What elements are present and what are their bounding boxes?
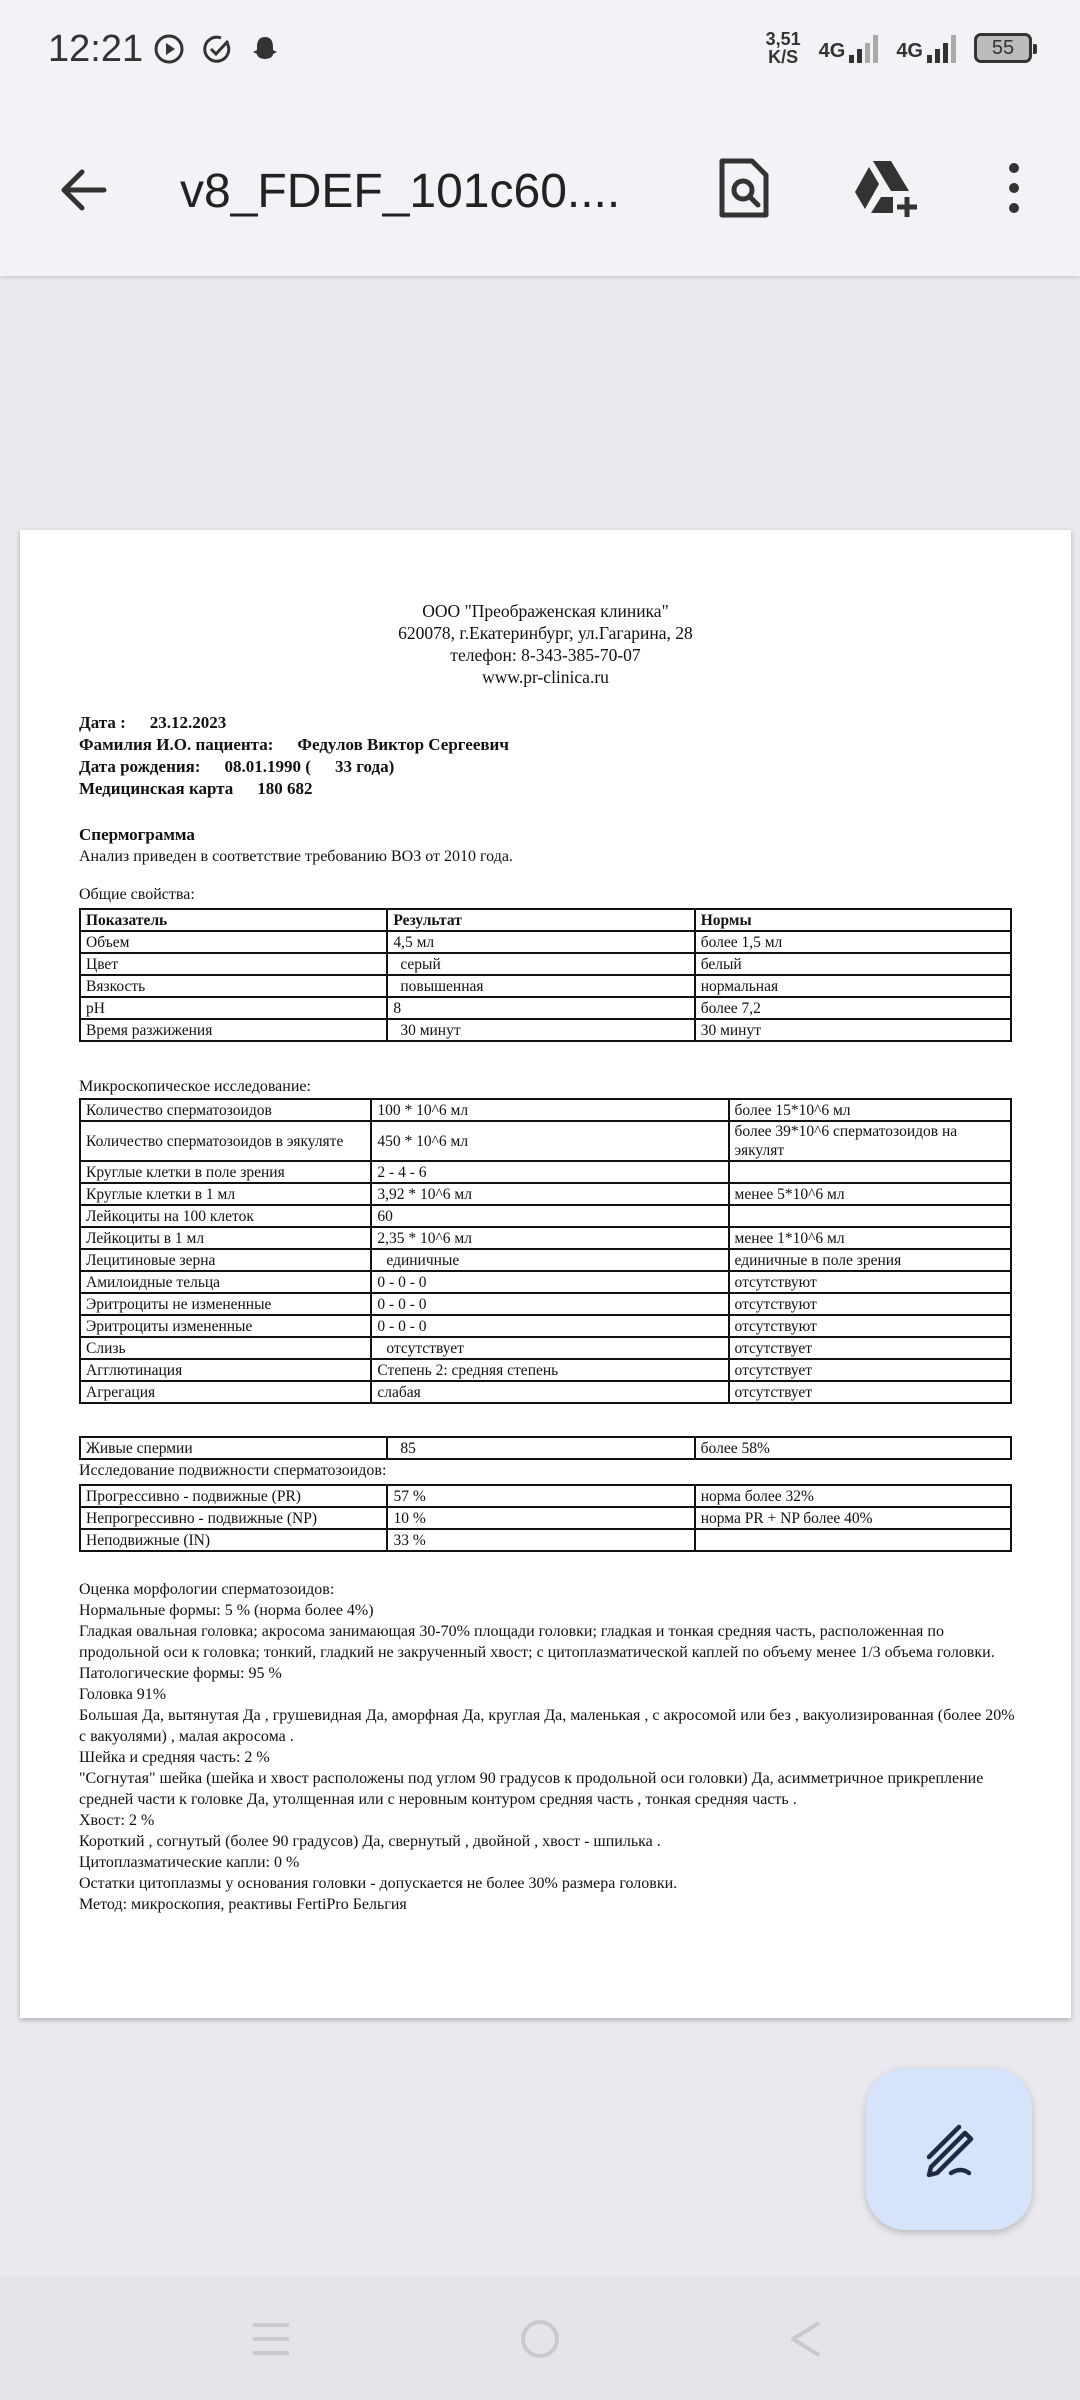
header-cell: Показатель [80,909,387,931]
table-cell: отсутствуют [729,1293,1011,1315]
table-cell: Агрегация [80,1381,371,1403]
speed-value: 3,51 [765,29,801,49]
table-cell: менее 1*10^6 мл [729,1227,1011,1249]
menu-icon [249,2319,293,2359]
table-cell: Живые спермии [80,1437,387,1459]
birth-value: 08.01.1990 ( [224,757,311,776]
system-nav-bar [0,2276,1080,2400]
morphology-section [79,1579,1019,1915]
table-cell: менее 5*10^6 мл [729,1183,1011,1205]
motility-table [79,1484,1012,1552]
status-time: 12:21 [48,28,144,70]
micro-table [79,1098,1012,1404]
table-cell: более 58% [695,1437,1011,1459]
back-nav-button[interactable] [782,2314,832,2364]
general-table [79,908,1012,1042]
clinic-site: www.pr-clinica.ru [482,667,609,687]
table-cell: норма PR + NP более 40% [695,1507,1011,1529]
find-in-document-button[interactable] [708,152,780,224]
general-caption: Общие свойства: [79,886,195,903]
edit-fab-button[interactable] [866,2068,1032,2230]
age-value: 33 года) [334,757,395,776]
table-cell: 30 минут [387,1019,694,1041]
patient-name-value: Федулов Виктор Сергеевич [297,735,509,754]
arrow-left-icon [54,160,114,220]
table-row [80,1359,1011,1381]
morphology-line: Большая Да, вытянутая Да , грушевидная Да, аморфная Да, круглая Да, маленькая , с акросомой или без , вакуолизированная (более 20% с вакуолями) , малая акросома . [79,1707,1015,1745]
table-header-row [80,909,1011,931]
table-cell: более 15*10^6 мл [729,1099,1011,1121]
table-cell: норма более 32% [695,1485,1011,1507]
table-cell: 10 % [387,1507,694,1529]
table-cell: 0 - 0 - 0 [371,1315,728,1337]
table-row [80,1529,1011,1551]
ghost-notification-icon [248,32,282,66]
table-cell: Цвет [80,953,387,975]
live-table [79,1436,1012,1460]
table-row [80,1337,1011,1359]
morphology-line: Шейка и средняя часть: 2 % [79,1749,270,1766]
table-cell: 2,35 * 10^6 мл [371,1227,728,1249]
triangle-back-icon [785,2317,829,2361]
table-cell: Агглютинация [80,1359,371,1381]
table-cell: более 39*10^6 сперматозоидов на эякулят [729,1121,1011,1161]
table-cell: более 7,2 [695,997,1011,1019]
table-cell [729,1205,1011,1227]
table-row [80,1485,1011,1507]
table-cell: pH [80,997,387,1019]
table-cell: Эритроциты измененные [80,1315,371,1337]
signal-bars-icon [849,33,878,63]
table-row [80,1315,1011,1337]
app-bar [0,100,1080,276]
table-cell: белый [695,953,1011,975]
network-speed [766,30,801,66]
table-cell [695,1529,1011,1551]
table-cell: 57 % [387,1485,694,1507]
table-cell: Степень 2: средняя степень [371,1359,728,1381]
table-row [80,997,1011,1019]
table-cell: Амилоидные тельца [80,1271,371,1293]
micro-caption: Микроскопическое исследование: [79,1078,311,1095]
clinic-header [20,600,1071,688]
table-cell: Лейкоциты на 100 клеток [80,1205,371,1227]
table-row [80,1019,1011,1041]
table-cell: 4,5 мл [387,931,694,953]
morphology-line: Головка 91% [79,1686,167,1703]
table-cell: более 1,5 мл [695,931,1011,953]
clinic-phone: телефон: 8-343-385-70-07 [450,645,641,665]
date-value: 23.12.2023 [149,713,227,732]
patient-name-label: Фамилия И.О. пациента: [79,735,274,754]
document-search-icon [716,157,772,219]
document-page[interactable] [20,530,1071,2018]
table-cell: отсутствует [729,1381,1011,1403]
table-row [80,1507,1011,1529]
table-row [80,1161,1011,1183]
table-cell: 2 - 4 - 6 [371,1161,728,1183]
table-cell: Круглые клетки в 1 мл [80,1183,371,1205]
card-label: Медицинская карта [79,779,234,798]
header-cell: Нормы [695,909,1011,931]
play-notification-icon [152,32,186,66]
card-value: 180 682 [257,779,313,798]
table-cell: повышенная [387,975,694,997]
table-cell: Эритроциты не измененные [80,1293,371,1315]
table-cell: Неподвижные (IN) [80,1529,387,1551]
table-cell: 8 [387,997,694,1019]
table-cell: 33 % [387,1529,694,1551]
table-row [80,1099,1011,1121]
table-cell: 100 * 10^6 мл [371,1099,728,1121]
table-cell: 30 минут [695,1019,1011,1041]
table-row [80,1227,1011,1249]
morphology-line: Патологические формы: 95 % [79,1665,282,1682]
morphology-line: Короткий , согнутый (более 90 градусов) Да, свернутый , двойной , хвост - шпилька . [79,1833,661,1850]
table-cell: Количество сперматозоидов в эякуляте [80,1121,371,1161]
table-cell: отсутствует [371,1337,728,1359]
birth-label: Дата рождения: [79,757,201,776]
table-row [80,931,1011,953]
more-options-button[interactable] [978,152,1050,224]
table-cell: Время разжижения [80,1019,387,1041]
signal-1-label: 4G [818,40,846,62]
table-cell: нормальная [695,975,1011,997]
table-cell: 3,92 * 10^6 мл [371,1183,728,1205]
table-cell: отсутствует [729,1337,1011,1359]
table-cell: Прогрессивно - подвижные (PR) [80,1485,387,1507]
status-bar [0,0,1080,100]
table-row [80,953,1011,975]
signal-2-label: 4G [896,40,923,62]
morphology-line: Метод: микроскопия, реактивы FertiPro Бельгия [79,1896,407,1913]
drive-add-icon [851,157,921,219]
table-row [80,1249,1011,1271]
clinic-name: ООО "Преображенская клиника" [422,601,669,621]
home-button[interactable] [515,2314,565,2364]
clinic-address: 620078, г.Екатеринбург, ул.Гагарина, 28 [398,623,693,643]
morphology-line: Гладкая овальная головка; акросома занимающая 30-70% площади головки; гладкая и тонкая средняя часть, расположенная по продольной оси к головка; тонкий, гладкий не закрученный хвост; с цитоплазматической каплей по объему менее 1/3 объема головки. [79,1623,995,1661]
table-cell: Непрогрессивно - подвижные (NP) [80,1507,387,1529]
table-cell: единичные [371,1249,728,1271]
battery-icon [974,33,1032,63]
table-row [80,1121,1011,1161]
table-row [80,1293,1011,1315]
table-row [80,1271,1011,1293]
table-cell: Слизь [80,1337,371,1359]
table-cell: Круглые клетки в поле зрения [80,1161,371,1183]
table-cell: 0 - 0 - 0 [371,1293,728,1315]
table-row [80,1437,1011,1459]
signal-2 [896,33,956,63]
table-cell: 450 * 10^6 мл [371,1121,728,1161]
table-cell: Лецитиновые зерна [80,1249,371,1271]
morphology-line: Цитоплазматические капли: 0 % [79,1854,300,1871]
morphology-line: "Согнутая" шейка (шейка и хвост расположены под углом 90 градусов к продольной оси головки) Да, асимметричное прикрепление средней части к головке Да, утолщенная или с неровным контуром средняя часть , тонкая средняя часть . [79,1770,984,1808]
table-row [80,975,1011,997]
table-cell: 85 [387,1437,694,1459]
header-cell: Результат [387,909,694,931]
table-cell: слабая [371,1381,728,1403]
morphology-line: Оценка морфологии сперматозоидов: [79,1581,335,1598]
motility-caption: Исследование подвижности сперматозоидов: [79,1462,387,1479]
date-label: Дата : [79,713,126,732]
morphology-line: Хвост: 2 % [79,1812,155,1829]
table-cell: отсутствуют [729,1315,1011,1337]
status-right [766,30,1032,66]
table-cell: Лейкоциты в 1 мл [80,1227,371,1249]
table-cell [729,1161,1011,1183]
notification-icons [152,32,282,66]
morphology-line: Нормальные формы: 5 % (норма более 4%) [79,1602,374,1619]
table-cell: Количество сперматозоидов [80,1099,371,1121]
battery-level: 55 [991,36,1015,59]
speed-unit: K/S [768,47,799,67]
table-row [80,1183,1011,1205]
back-button[interactable] [54,160,114,220]
signal-bars-icon [927,33,956,63]
save-to-drive-button[interactable] [850,152,922,224]
recents-button[interactable] [246,2314,296,2364]
analysis-subtitle: Анализ приведен в соответствие требованию ВОЗ от 2010 года. [79,848,513,865]
signal-1 [819,33,879,63]
circle-home-icon [518,2317,562,2361]
patient-info [79,712,509,800]
morphology-line: Остатки цитоплазмы у основания головки - допускается не более 30% размера головки. [79,1875,678,1892]
table-cell: 0 - 0 - 0 [371,1271,728,1293]
table-cell: отсутствуют [729,1271,1011,1293]
pen-edit-icon [917,2117,981,2181]
more-vert-icon [1004,158,1024,218]
table-cell: единичные в поле зрения [729,1249,1011,1271]
table-cell: Вязкость [80,975,387,997]
table-cell: серый [387,953,694,975]
file-title: v8_FDEF_101c60.... [180,165,621,218]
table-cell: отсутствует [729,1359,1011,1381]
table-row [80,1381,1011,1403]
table-cell: 60 [371,1205,728,1227]
analysis-title: Спермограмма [79,825,195,844]
check-notification-icon [200,32,234,66]
table-cell: Объем [80,931,387,953]
table-row [80,1205,1011,1227]
